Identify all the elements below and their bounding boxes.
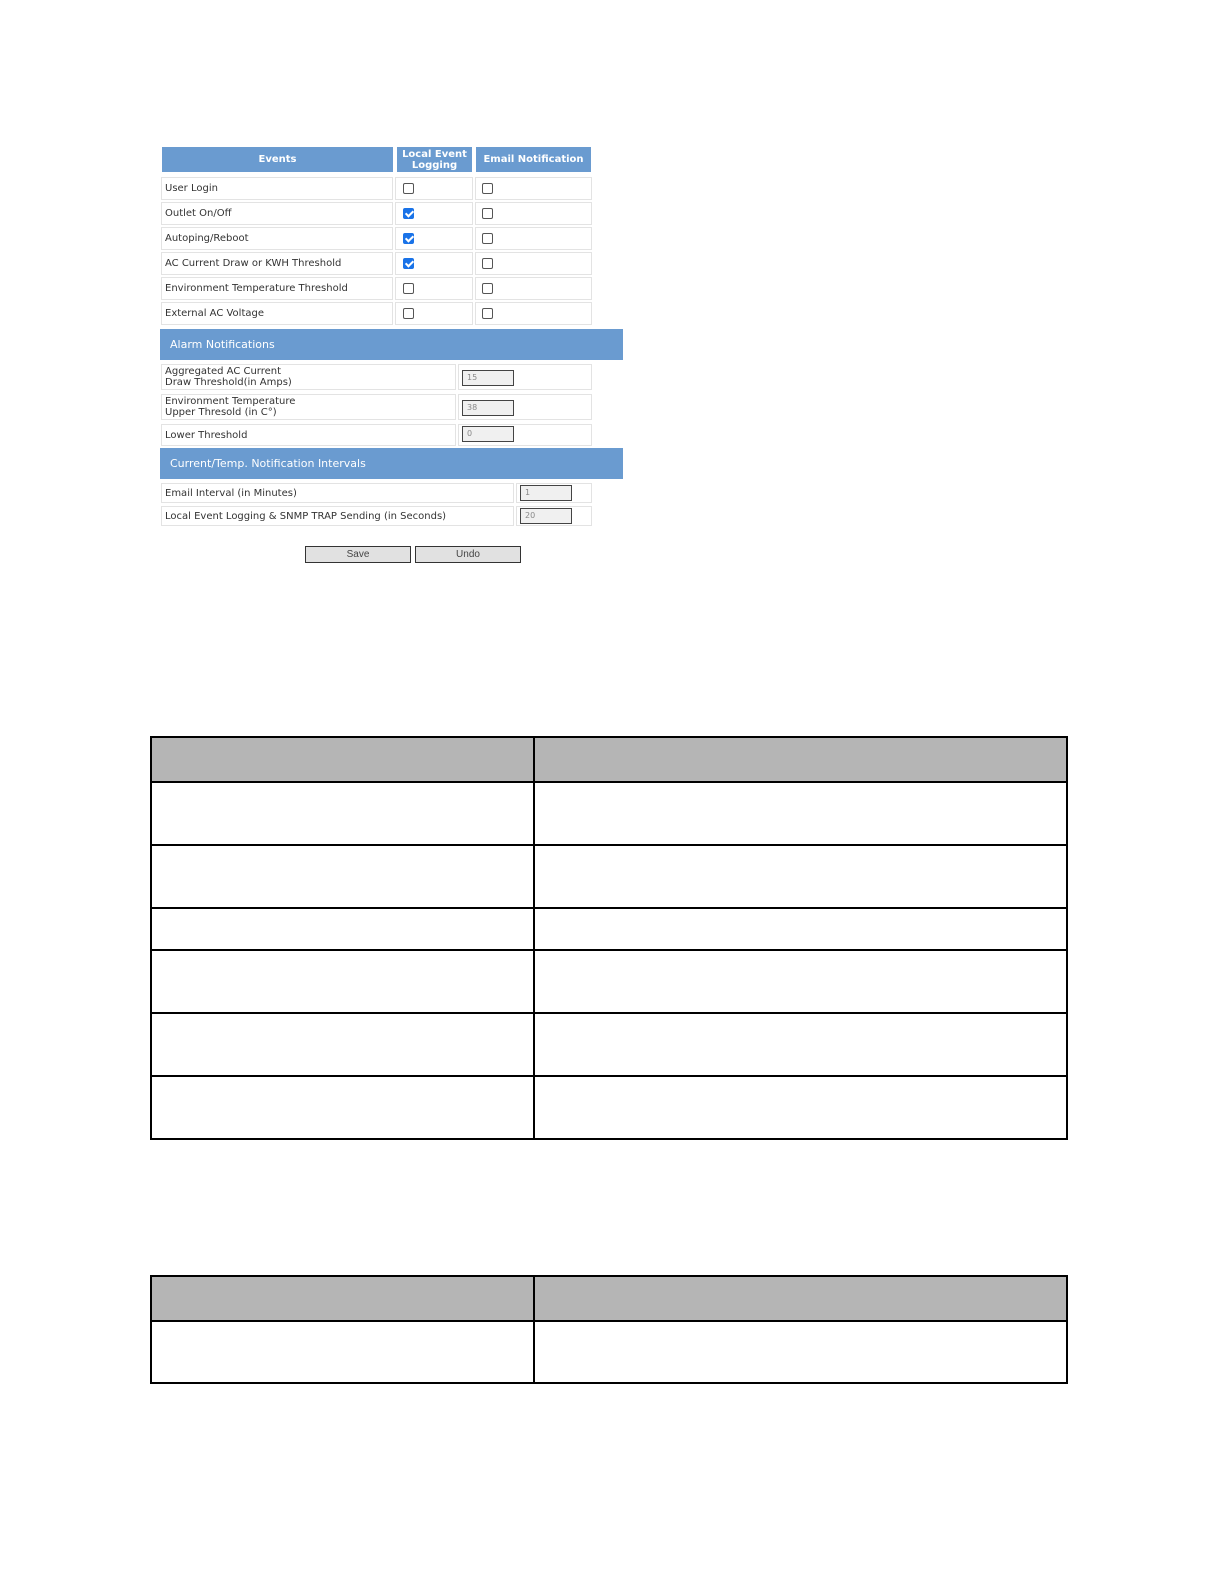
ac-current-email-checkbox[interactable] [482,258,493,269]
empty-table-2 [150,1275,1068,1384]
empty-table-2-header [152,1277,1066,1320]
table-1-row-line [152,781,1066,783]
autoping-reboot-local-checkbox[interactable] [403,233,414,244]
table-1-row-line [152,1075,1066,1077]
local-logging-column-header [397,147,472,172]
alarm-label-line2: Draw Threshold(in Amps) [165,377,292,388]
event-label: Environment Temperature Threshold [161,277,393,300]
upper-threshold-input[interactable]: 38 [462,400,514,416]
table-1-column-line [533,738,535,1138]
event-label: Outlet On/Off [161,202,393,225]
lower-threshold-input[interactable]: 0 [462,426,514,442]
local-logging-header-line1: Local Event [402,148,467,160]
undo-button[interactable]: Undo [415,546,521,563]
event-label: Autoping/Reboot [161,227,393,250]
events-column-header: Events [162,147,393,172]
table-1-row-line [152,949,1066,951]
event-label: User Login [161,177,393,200]
alarm-label-line1: Environment Temperature [165,396,296,407]
table-2-column-line [533,1277,535,1382]
empty-table-1-header [152,738,1066,781]
alarm-notifications-title: Alarm Notifications [160,329,623,360]
interval-label: Email Interval (in Minutes) [161,483,514,503]
empty-table-1 [150,736,1068,1140]
save-button[interactable]: Save [305,546,411,563]
env-temp-local-checkbox[interactable] [403,283,414,294]
alarm-label-line2: Upper Thresold (in C°) [165,407,277,418]
event-label: AC Current Draw or KWH Threshold [161,252,393,275]
intervals-title: Current/Temp. Notification Intervals [160,448,623,479]
table-2-row-line [152,1320,1066,1322]
ac-voltage-local-checkbox[interactable] [403,308,414,319]
user-login-email-checkbox[interactable] [482,183,493,194]
current-threshold-input[interactable]: 15 [462,370,514,386]
outlet-onoff-local-checkbox[interactable] [403,208,414,219]
snmp-interval-input[interactable]: 20 [520,508,572,524]
outlet-onoff-email-checkbox[interactable] [482,208,493,219]
alarm-label-line1: Aggregated AC Current [165,366,282,377]
ac-current-local-checkbox[interactable] [403,258,414,269]
env-temp-email-checkbox[interactable] [482,283,493,294]
local-logging-header-line2: Logging [411,159,458,171]
table-1-row-line [152,844,1066,846]
event-label: External AC Voltage [161,302,393,325]
alarm-label: Lower Threshold [161,424,456,446]
ac-voltage-email-checkbox[interactable] [482,308,493,319]
table-1-row-line [152,1012,1066,1014]
user-login-local-checkbox[interactable] [403,183,414,194]
table-1-row-line [152,907,1066,909]
email-interval-input[interactable]: 1 [520,485,572,501]
alarm-label [161,364,456,390]
email-notification-column-header: Email Notification [476,147,591,172]
autoping-reboot-email-checkbox[interactable] [482,233,493,244]
alarm-label [161,394,456,420]
interval-label: Local Event Logging & SNMP TRAP Sending (in Seconds) [161,506,514,526]
